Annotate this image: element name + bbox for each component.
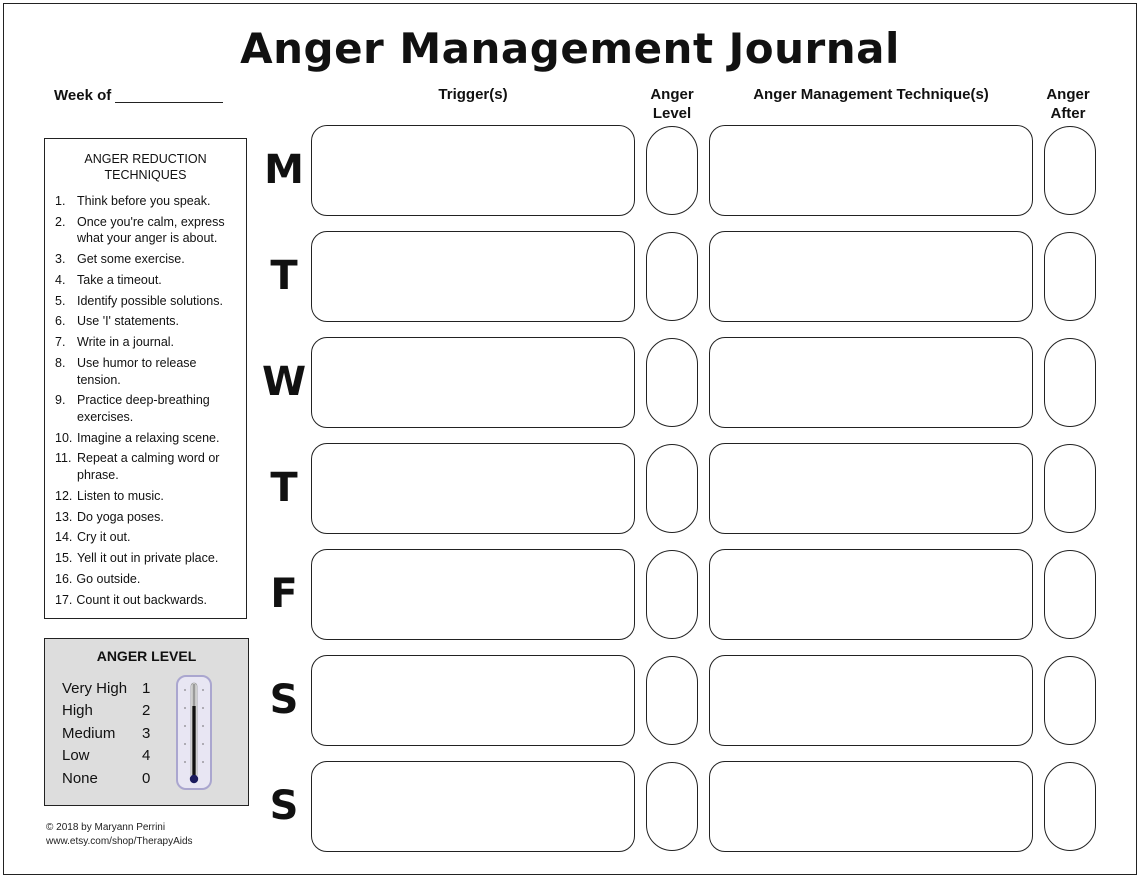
technique-item bbox=[55, 450, 240, 483]
anger-after-entry-box[interactable] bbox=[1044, 126, 1096, 215]
technique-number: 7. bbox=[55, 335, 66, 350]
technique-text: Get some exercise. bbox=[77, 252, 185, 267]
technique-number: 1. bbox=[55, 194, 66, 208]
technique-number: 12. bbox=[55, 488, 73, 503]
day-label: T bbox=[270, 253, 298, 299]
anger-level-row bbox=[62, 745, 150, 767]
column-header-technique: Anger Management Technique(s) bbox=[753, 86, 989, 103]
technique-text: Imagine a relaxing scene. bbox=[77, 430, 220, 445]
technique-item bbox=[55, 355, 240, 388]
technique-item bbox=[55, 430, 240, 447]
technique-entry-box[interactable] bbox=[709, 231, 1033, 322]
technique-text: Repeat a calming word or phrase. bbox=[77, 451, 220, 482]
technique-text: Write in a journal. bbox=[77, 335, 175, 350]
anger-level-header-text: Anger Level bbox=[650, 86, 694, 122]
technique-number: 10. bbox=[55, 430, 73, 445]
trigger-entry-box[interactable] bbox=[311, 549, 635, 640]
technique-number: 14. bbox=[55, 530, 73, 545]
week-of-label: Week of bbox=[54, 87, 112, 104]
technique-number: 16. bbox=[55, 571, 73, 586]
anger-level-value: 1 bbox=[142, 680, 151, 697]
technique-number: 11. bbox=[55, 451, 72, 466]
technique-number: 8. bbox=[55, 356, 66, 371]
technique-item bbox=[55, 334, 240, 351]
technique-item bbox=[55, 214, 240, 247]
technique-entry-box[interactable] bbox=[709, 125, 1033, 216]
technique-text: Practice deep-breathing exercises. bbox=[77, 393, 210, 424]
technique-item bbox=[55, 509, 240, 526]
shop-url: www.etsy.com/shop/TherapyAids bbox=[46, 836, 193, 847]
technique-entry-box[interactable] bbox=[709, 549, 1033, 640]
technique-number: 15. bbox=[55, 551, 73, 566]
technique-entry-box[interactable] bbox=[709, 761, 1033, 852]
trigger-entry-box[interactable] bbox=[311, 655, 635, 746]
anger-level-row bbox=[62, 700, 150, 722]
day-label: W bbox=[261, 359, 307, 405]
anger-level-value: 4 bbox=[142, 747, 151, 765]
technique-text: Use 'I' statements. bbox=[77, 314, 180, 329]
technique-item bbox=[55, 392, 240, 425]
footer-credit bbox=[46, 821, 193, 849]
anger-level-row bbox=[62, 768, 150, 790]
anger-level-entry-box[interactable] bbox=[646, 762, 698, 851]
day-label: M bbox=[264, 147, 304, 193]
thermometer-icon bbox=[176, 675, 212, 790]
technique-number: 5. bbox=[55, 293, 66, 308]
anger-level-name: High bbox=[62, 702, 93, 720]
techniques-list bbox=[45, 193, 246, 608]
technique-text: Listen to music. bbox=[77, 488, 164, 503]
anger-after-entry-box[interactable] bbox=[1044, 550, 1096, 639]
anger-level-row bbox=[62, 678, 150, 700]
technique-number: 17. bbox=[55, 592, 73, 607]
trigger-entry-box[interactable] bbox=[311, 231, 635, 322]
anger-level-row bbox=[62, 723, 150, 745]
column-header-anger-level bbox=[640, 85, 704, 123]
anger-level-name: None bbox=[62, 769, 98, 787]
technique-text: Once you're calm, express what your anger is about. bbox=[77, 214, 225, 246]
anger-level-entry-box[interactable] bbox=[646, 656, 698, 745]
technique-text: Take a timeout. bbox=[77, 272, 162, 287]
day-label: S bbox=[269, 677, 299, 723]
page-title: Anger Management Journal bbox=[240, 24, 900, 73]
technique-text: Think before you speak. bbox=[77, 194, 211, 208]
anger-after-entry-box[interactable] bbox=[1044, 762, 1096, 851]
technique-item bbox=[55, 272, 240, 289]
anger-after-entry-box[interactable] bbox=[1044, 338, 1096, 427]
anger-after-entry-box[interactable] bbox=[1044, 656, 1096, 745]
technique-number: 4. bbox=[55, 272, 66, 287]
anger-level-entry-box[interactable] bbox=[646, 232, 698, 321]
anger-level-name: Low bbox=[62, 747, 90, 765]
technique-entry-box[interactable] bbox=[709, 337, 1033, 428]
technique-item bbox=[55, 571, 240, 588]
week-of-line bbox=[115, 85, 223, 103]
trigger-entry-box[interactable] bbox=[311, 443, 635, 534]
technique-number: 2. bbox=[55, 214, 66, 229]
technique-item bbox=[55, 313, 240, 330]
technique-item bbox=[55, 592, 240, 609]
technique-text: Do yoga poses. bbox=[77, 509, 164, 524]
technique-text: Use humor to release tension. bbox=[77, 356, 197, 387]
anger-after-entry-box[interactable] bbox=[1044, 444, 1096, 533]
anger-level-legend bbox=[44, 638, 249, 806]
column-header-anger-after bbox=[1036, 85, 1100, 123]
trigger-entry-box[interactable] bbox=[311, 337, 635, 428]
anger-after-entry-box[interactable] bbox=[1044, 232, 1096, 321]
technique-item bbox=[55, 251, 240, 268]
technique-item bbox=[55, 293, 240, 310]
technique-number: 6. bbox=[55, 314, 66, 329]
technique-item bbox=[55, 550, 240, 567]
anger-level-name: Medium bbox=[62, 724, 116, 742]
technique-text: Go outside. bbox=[76, 571, 141, 586]
trigger-entry-box[interactable] bbox=[311, 761, 635, 852]
anger-level-rows bbox=[62, 678, 150, 790]
technique-item bbox=[55, 193, 240, 210]
anger-level-name: Very High bbox=[62, 680, 128, 697]
technique-number: 9. bbox=[55, 393, 66, 408]
anger-level-entry-box[interactable] bbox=[646, 338, 698, 427]
day-label: T bbox=[270, 465, 298, 511]
anger-level-value: 3 bbox=[142, 724, 151, 742]
anger-level-entry-box[interactable] bbox=[646, 444, 698, 533]
technique-text: Yell it out in private place. bbox=[77, 551, 219, 566]
day-label: F bbox=[270, 571, 298, 617]
column-header-trigger: Trigger(s) bbox=[438, 86, 508, 103]
technique-text: Cry it out. bbox=[77, 530, 131, 545]
technique-text: Identify possible solutions. bbox=[77, 293, 223, 308]
technique-text: Count it out backwards. bbox=[76, 592, 208, 607]
anger-level-title: ANGER LEVEL bbox=[96, 648, 197, 664]
techniques-title: ANGER REDUCTION TECHNIQUES bbox=[84, 152, 207, 182]
trigger-entry-box[interactable] bbox=[311, 125, 635, 216]
anger-reduction-techniques-panel bbox=[44, 138, 247, 619]
technique-number: 3. bbox=[55, 252, 66, 267]
technique-number: 13. bbox=[55, 509, 73, 524]
anger-level-entry-box[interactable] bbox=[646, 550, 698, 639]
week-of-field[interactable] bbox=[54, 87, 223, 105]
anger-level-value: 0 bbox=[142, 769, 151, 787]
copyright-text: © 2018 by Maryann Perrini bbox=[46, 822, 166, 833]
technique-item bbox=[55, 529, 240, 546]
anger-level-value: 2 bbox=[142, 702, 151, 720]
anger-level-entry-box[interactable] bbox=[646, 126, 698, 215]
technique-entry-box[interactable] bbox=[709, 443, 1033, 534]
technique-entry-box[interactable] bbox=[709, 655, 1033, 746]
technique-item bbox=[55, 488, 240, 505]
anger-after-header-text: Anger After bbox=[1046, 86, 1090, 122]
day-label: S bbox=[269, 783, 299, 829]
